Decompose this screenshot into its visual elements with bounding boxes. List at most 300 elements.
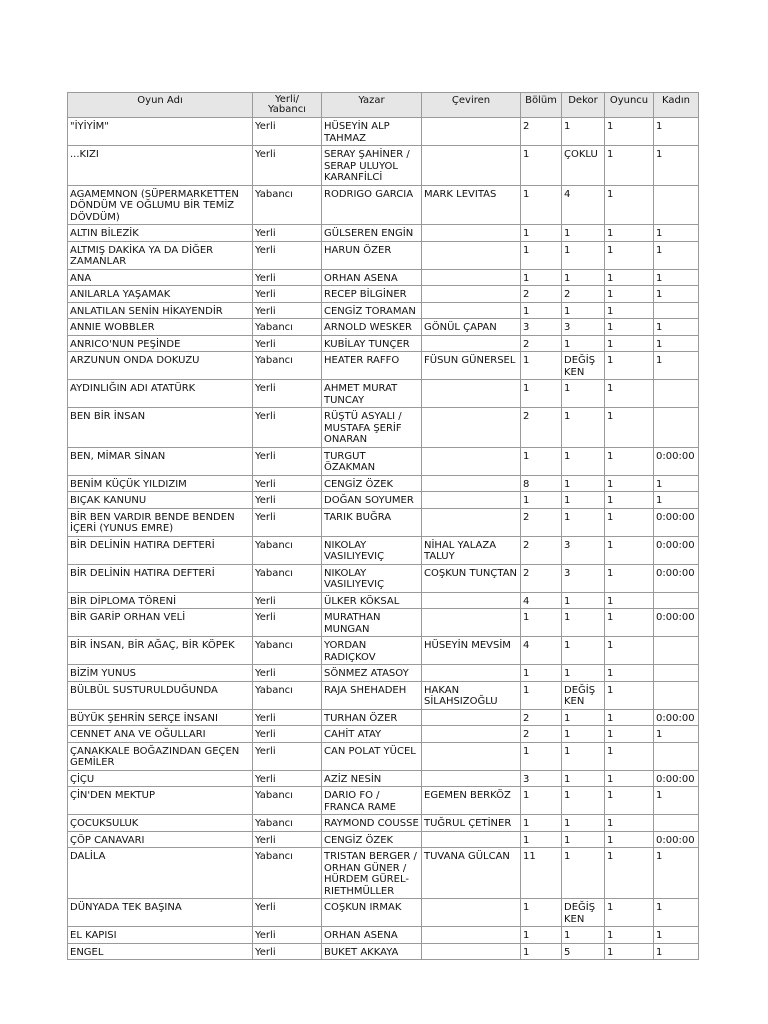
cell-acts: 2 xyxy=(521,118,562,146)
cell-origin: Yabancı xyxy=(253,848,322,899)
cell-decor: 1 xyxy=(562,302,605,319)
cell-women: 1 xyxy=(654,787,699,815)
plays-table xyxy=(67,92,699,960)
table-row xyxy=(68,508,699,536)
table-row xyxy=(68,564,699,592)
cell-acts: 2 xyxy=(521,564,562,592)
cell-translator: TUĞRUL ÇETİNER xyxy=(422,815,521,832)
table-row xyxy=(68,848,699,899)
cell-author: CENGİZ ÖZEK xyxy=(322,831,422,848)
cell-origin: Yerli xyxy=(253,770,322,787)
cell-author: YORDAN RADIÇKOV xyxy=(322,637,422,665)
cell-play-name: ÇÖP CANAVARI xyxy=(68,831,253,848)
cell-play-name: BÜYÜK ŞEHRİN SERÇE İNSANI xyxy=(68,709,253,726)
cell-acts: 1 xyxy=(521,352,562,380)
cell-acts: 1 xyxy=(521,787,562,815)
cell-translator xyxy=(422,118,521,146)
cell-translator: EGEMEN BERKÖZ xyxy=(422,787,521,815)
header-origin xyxy=(253,93,322,118)
cell-origin: Yerli xyxy=(253,742,322,770)
cell-acts: 1 xyxy=(521,185,562,225)
cell-actors: 1 xyxy=(605,286,654,303)
cell-women: 1 xyxy=(654,286,699,303)
cell-decor: ÇOKLU xyxy=(562,146,605,186)
cell-author: RÜŞTÜ ASYALI / MUSTAFA ŞERİF ONARAN xyxy=(322,408,422,448)
cell-acts: 2 xyxy=(521,709,562,726)
table-row xyxy=(68,319,699,336)
cell-actors: 1 xyxy=(605,118,654,146)
cell-women: 1 xyxy=(654,848,699,899)
cell-translator xyxy=(422,726,521,743)
cell-origin: Yabancı xyxy=(253,637,322,665)
cell-women xyxy=(654,185,699,225)
cell-play-name: AGAMEMNON (SÜPERMARKETTEN DÖNDÜM VE OĞLUMU BİR TEMİZ DÖVDÜM) xyxy=(68,185,253,225)
table-row xyxy=(68,380,699,408)
table-row xyxy=(68,146,699,186)
cell-author: NIKOLAY VASILIYEVIÇ xyxy=(322,536,422,564)
cell-author: AZİZ NESİN xyxy=(322,770,422,787)
cell-translator xyxy=(422,927,521,944)
cell-actors: 1 xyxy=(605,380,654,408)
cell-translator xyxy=(422,831,521,848)
cell-acts: 3 xyxy=(521,770,562,787)
cell-decor: DEĞİŞ KEN xyxy=(562,681,605,709)
cell-decor: DEĞİŞ KEN xyxy=(562,899,605,927)
cell-actors: 1 xyxy=(605,831,654,848)
cell-actors: 1 xyxy=(605,665,654,682)
cell-author: TRISTAN BERGER / ORHAN GÜNER / HÜRDEM GÜREL-RIETHMÜLLER xyxy=(322,848,422,899)
cell-acts: 4 xyxy=(521,592,562,609)
cell-women: 1 xyxy=(654,475,699,492)
table-row xyxy=(68,681,699,709)
cell-origin: Yerli xyxy=(253,508,322,536)
cell-origin: Yabancı xyxy=(253,815,322,832)
cell-play-name: BEN, MİMAR SİNAN xyxy=(68,447,253,475)
cell-origin: Yerli xyxy=(253,286,322,303)
cell-women: 1 xyxy=(654,225,699,242)
cell-acts: 3 xyxy=(521,319,562,336)
cell-play-name: BENİM KÜÇÜK YILDIZIM xyxy=(68,475,253,492)
cell-translator xyxy=(422,269,521,286)
cell-author: GÜLSEREN ENGİN xyxy=(322,225,422,242)
cell-women: 1 xyxy=(654,241,699,269)
cell-origin: Yerli xyxy=(253,118,322,146)
cell-decor: 1 xyxy=(562,815,605,832)
cell-women xyxy=(654,665,699,682)
cell-origin: Yerli xyxy=(253,225,322,242)
table-row xyxy=(68,637,699,665)
table-row xyxy=(68,742,699,770)
table-row xyxy=(68,770,699,787)
cell-decor: 1 xyxy=(562,770,605,787)
cell-play-name: BİR İNSAN, BİR AĞAÇ, BİR KÖPEK xyxy=(68,637,253,665)
cell-women: 0:00:00 xyxy=(654,536,699,564)
cell-origin: Yerli xyxy=(253,335,322,352)
cell-decor: 1 xyxy=(562,118,605,146)
cell-acts: 2 xyxy=(521,408,562,448)
cell-author: DARIO FO / FRANCA RAME xyxy=(322,787,422,815)
cell-play-name: ANNIE WOBBLER xyxy=(68,319,253,336)
cell-origin: Yerli xyxy=(253,927,322,944)
table-row xyxy=(68,831,699,848)
table-row xyxy=(68,726,699,743)
cell-author: CAN POLAT YÜCEL xyxy=(322,742,422,770)
cell-acts: 11 xyxy=(521,848,562,899)
cell-play-name: BİR DELİNİN HATIRA DEFTERİ xyxy=(68,564,253,592)
cell-women xyxy=(654,742,699,770)
cell-actors: 1 xyxy=(605,787,654,815)
cell-translator xyxy=(422,508,521,536)
cell-translator xyxy=(422,302,521,319)
cell-acts: 1 xyxy=(521,742,562,770)
cell-women: 0:00:00 xyxy=(654,609,699,637)
cell-play-name: ÇİN'DEN MEKTUP xyxy=(68,787,253,815)
cell-translator xyxy=(422,408,521,448)
cell-translator: NİHAL YALAZA TALUY xyxy=(422,536,521,564)
table-row xyxy=(68,787,699,815)
cell-origin: Yerli xyxy=(253,492,322,509)
cell-author: HÜSEYİN ALP TAHMAZ xyxy=(322,118,422,146)
cell-decor: 1 xyxy=(562,927,605,944)
cell-play-name: DALİLA xyxy=(68,848,253,899)
cell-translator: COŞKUN TUNÇTAN xyxy=(422,564,521,592)
cell-women: 1 xyxy=(654,352,699,380)
table-row xyxy=(68,269,699,286)
cell-origin: Yerli xyxy=(253,447,322,475)
cell-acts: 1 xyxy=(521,380,562,408)
table-row xyxy=(68,185,699,225)
cell-play-name: BİR DİPLOMA TÖRENİ xyxy=(68,592,253,609)
cell-translator: MARK LEVITAS xyxy=(422,185,521,225)
cell-translator xyxy=(422,770,521,787)
header-origin-label: Yerli/ Yabancı xyxy=(268,94,306,115)
cell-play-name: AYDINLIĞIN ADI ATATÜRK xyxy=(68,380,253,408)
cell-author: ÜLKER KÖKSAL xyxy=(322,592,422,609)
cell-acts: 1 xyxy=(521,665,562,682)
cell-play-name: ...KIZI xyxy=(68,146,253,186)
cell-author: ARNOLD WESKER xyxy=(322,319,422,336)
cell-author: ORHAN ASENA xyxy=(322,269,422,286)
cell-actors: 1 xyxy=(605,815,654,832)
header-play-name: Oyun Adı xyxy=(68,93,253,118)
cell-acts: 1 xyxy=(521,899,562,927)
cell-translator xyxy=(422,742,521,770)
cell-women: 0:00:00 xyxy=(654,508,699,536)
cell-translator: TUVANA GÜLCAN xyxy=(422,848,521,899)
cell-translator xyxy=(422,146,521,186)
cell-actors: 1 xyxy=(605,269,654,286)
cell-origin: Yabancı xyxy=(253,536,322,564)
cell-women: 1 xyxy=(654,146,699,186)
cell-origin: Yabancı xyxy=(253,352,322,380)
cell-decor: 1 xyxy=(562,508,605,536)
cell-women: 1 xyxy=(654,943,699,960)
cell-origin: Yerli xyxy=(253,726,322,743)
header-women: Kadın xyxy=(654,93,699,118)
cell-decor: 1 xyxy=(562,225,605,242)
cell-play-name: BİR GARİP ORHAN VELİ xyxy=(68,609,253,637)
cell-actors: 1 xyxy=(605,225,654,242)
cell-origin: Yerli xyxy=(253,146,322,186)
cell-translator xyxy=(422,380,521,408)
cell-women xyxy=(654,408,699,448)
cell-origin: Yerli xyxy=(253,592,322,609)
cell-origin: Yerli xyxy=(253,831,322,848)
table-row xyxy=(68,118,699,146)
cell-author: CENGİZ ÖZEK xyxy=(322,475,422,492)
cell-women: 1 xyxy=(654,492,699,509)
table-row xyxy=(68,241,699,269)
cell-translator: HAKAN SİLAHSIZOĞLU xyxy=(422,681,521,709)
cell-acts: 1 xyxy=(521,609,562,637)
cell-actors: 1 xyxy=(605,592,654,609)
cell-actors: 1 xyxy=(605,742,654,770)
cell-play-name: ANA xyxy=(68,269,253,286)
cell-author: SÖNMEZ ATASOY xyxy=(322,665,422,682)
cell-acts: 2 xyxy=(521,726,562,743)
cell-origin: Yerli xyxy=(253,302,322,319)
cell-author: RECEP BİLGİNER xyxy=(322,286,422,303)
cell-author: DOĞAN SOYUMER xyxy=(322,492,422,509)
cell-women: 0:00:00 xyxy=(654,770,699,787)
cell-decor: 1 xyxy=(562,269,605,286)
cell-author: RAYMOND COUSSE xyxy=(322,815,422,832)
cell-decor: 1 xyxy=(562,447,605,475)
table-row xyxy=(68,592,699,609)
cell-origin: Yerli xyxy=(253,475,322,492)
cell-decor: 1 xyxy=(562,637,605,665)
cell-actors: 1 xyxy=(605,408,654,448)
table-row xyxy=(68,475,699,492)
cell-play-name: EL KAPISI xyxy=(68,927,253,944)
table-row xyxy=(68,815,699,832)
cell-play-name: BEN BİR İNSAN xyxy=(68,408,253,448)
cell-acts: 2 xyxy=(521,335,562,352)
cell-acts: 1 xyxy=(521,146,562,186)
cell-actors: 1 xyxy=(605,508,654,536)
cell-actors: 1 xyxy=(605,302,654,319)
cell-play-name: BİZİM YUNUS xyxy=(68,665,253,682)
cell-translator xyxy=(422,592,521,609)
cell-actors: 1 xyxy=(605,146,654,186)
cell-play-name: ANILARLA YAŞAMAK xyxy=(68,286,253,303)
cell-acts: 1 xyxy=(521,302,562,319)
cell-acts: 1 xyxy=(521,815,562,832)
cell-decor: 1 xyxy=(562,492,605,509)
cell-author: AHMET MURAT TUNCAY xyxy=(322,380,422,408)
cell-women: 1 xyxy=(654,726,699,743)
cell-play-name: ARZUNUN ONDA DOKUZU xyxy=(68,352,253,380)
table-row xyxy=(68,943,699,960)
cell-actors: 1 xyxy=(605,447,654,475)
cell-actors: 1 xyxy=(605,492,654,509)
cell-decor: 1 xyxy=(562,380,605,408)
table-row xyxy=(68,302,699,319)
table-row xyxy=(68,927,699,944)
table-row xyxy=(68,536,699,564)
cell-decor: 1 xyxy=(562,787,605,815)
cell-women xyxy=(654,302,699,319)
cell-play-name: BİR BEN VARDIR BENDE BENDEN İÇERİ (YUNUS EMRE) xyxy=(68,508,253,536)
cell-author: TURGUT ÖZAKMAN xyxy=(322,447,422,475)
cell-women: 0:00:00 xyxy=(654,709,699,726)
cell-decor: 1 xyxy=(562,241,605,269)
cell-origin: Yerli xyxy=(253,380,322,408)
cell-women xyxy=(654,681,699,709)
cell-acts: 1 xyxy=(521,681,562,709)
cell-translator xyxy=(422,225,521,242)
cell-play-name: ANRICO'NUN PEŞİNDE xyxy=(68,335,253,352)
cell-women: 0:00:00 xyxy=(654,564,699,592)
cell-play-name: ÇİÇU xyxy=(68,770,253,787)
cell-origin: Yabancı xyxy=(253,787,322,815)
cell-decor: 3 xyxy=(562,564,605,592)
cell-translator xyxy=(422,609,521,637)
table-row xyxy=(68,335,699,352)
cell-translator: FÜSUN GÜNERSEL xyxy=(422,352,521,380)
cell-decor: 1 xyxy=(562,609,605,637)
table-row xyxy=(68,447,699,475)
table-body xyxy=(68,118,699,960)
cell-translator xyxy=(422,335,521,352)
cell-acts: 1 xyxy=(521,269,562,286)
cell-decor: DEĞİŞ KEN xyxy=(562,352,605,380)
cell-translator xyxy=(422,241,521,269)
header-translator: Çeviren xyxy=(422,93,521,118)
cell-actors: 1 xyxy=(605,709,654,726)
cell-translator: HÜSEYİN MEVSİM xyxy=(422,637,521,665)
cell-acts: 2 xyxy=(521,536,562,564)
cell-decor: 1 xyxy=(562,848,605,899)
cell-acts: 1 xyxy=(521,927,562,944)
cell-translator xyxy=(422,286,521,303)
cell-women xyxy=(654,592,699,609)
cell-decor: 1 xyxy=(562,592,605,609)
cell-decor: 1 xyxy=(562,709,605,726)
cell-author: TURHAN ÖZER xyxy=(322,709,422,726)
cell-play-name: ÇANAKKALE BOĞAZINDAN GEÇEN GEMİLER xyxy=(68,742,253,770)
cell-women: 0:00:00 xyxy=(654,447,699,475)
cell-actors: 1 xyxy=(605,899,654,927)
cell-origin: Yabancı xyxy=(253,564,322,592)
cell-origin: Yerli xyxy=(253,709,322,726)
cell-actors: 1 xyxy=(605,848,654,899)
cell-actors: 1 xyxy=(605,770,654,787)
cell-play-name: ALTMIŞ DAKİKA YA DA DİĞER ZAMANLAR xyxy=(68,241,253,269)
cell-actors: 1 xyxy=(605,726,654,743)
cell-translator xyxy=(422,709,521,726)
cell-actors: 1 xyxy=(605,943,654,960)
cell-decor: 1 xyxy=(562,726,605,743)
cell-women: 1 xyxy=(654,319,699,336)
table-row xyxy=(68,286,699,303)
cell-translator xyxy=(422,665,521,682)
cell-origin: Yerli xyxy=(253,665,322,682)
cell-author: NIKOLAY VASILIYEVIÇ xyxy=(322,564,422,592)
cell-decor: 3 xyxy=(562,536,605,564)
cell-acts: 1 xyxy=(521,492,562,509)
cell-play-name: ENGEL xyxy=(68,943,253,960)
cell-women: 1 xyxy=(654,899,699,927)
cell-author: ORHAN ASENA xyxy=(322,927,422,944)
cell-actors: 1 xyxy=(605,609,654,637)
cell-translator xyxy=(422,899,521,927)
cell-author: HEATER RAFFO xyxy=(322,352,422,380)
cell-play-name: ÇOCUKSULUK xyxy=(68,815,253,832)
table-header-row xyxy=(68,93,699,118)
table-row xyxy=(68,609,699,637)
cell-acts: 2 xyxy=(521,508,562,536)
cell-translator xyxy=(422,447,521,475)
cell-author: TARIK BUĞRA xyxy=(322,508,422,536)
cell-acts: 1 xyxy=(521,241,562,269)
cell-decor: 4 xyxy=(562,185,605,225)
cell-origin: Yabancı xyxy=(253,681,322,709)
cell-origin: Yabancı xyxy=(253,185,322,225)
cell-author: KUBİLAY TUNÇER xyxy=(322,335,422,352)
cell-decor: 1 xyxy=(562,408,605,448)
cell-translator: GÖNÜL ÇAPAN xyxy=(422,319,521,336)
cell-decor: 1 xyxy=(562,475,605,492)
cell-actors: 1 xyxy=(605,352,654,380)
cell-play-name: ALTIN BİLEZİK xyxy=(68,225,253,242)
table-row xyxy=(68,665,699,682)
cell-play-name: ANLATILAN SENİN HİKAYENDİR xyxy=(68,302,253,319)
cell-decor: 1 xyxy=(562,831,605,848)
cell-acts: 1 xyxy=(521,831,562,848)
table-row xyxy=(68,225,699,242)
cell-decor: 1 xyxy=(562,665,605,682)
cell-acts: 1 xyxy=(521,225,562,242)
cell-author: BUKET AKKAYA xyxy=(322,943,422,960)
table-row xyxy=(68,492,699,509)
cell-women: 1 xyxy=(654,269,699,286)
cell-play-name: DÜNYADA TEK BAŞINA xyxy=(68,899,253,927)
cell-author: HARUN ÖZER xyxy=(322,241,422,269)
cell-origin: Yerli xyxy=(253,408,322,448)
cell-actors: 1 xyxy=(605,637,654,665)
cell-decor: 5 xyxy=(562,943,605,960)
cell-women xyxy=(654,637,699,665)
cell-acts: 8 xyxy=(521,475,562,492)
table-row xyxy=(68,709,699,726)
cell-play-name: BİR DELİNİN HATIRA DEFTERİ xyxy=(68,536,253,564)
cell-women: 1 xyxy=(654,927,699,944)
cell-actors: 1 xyxy=(605,681,654,709)
cell-women: 0:00:00 xyxy=(654,831,699,848)
cell-decor: 2 xyxy=(562,286,605,303)
cell-actors: 1 xyxy=(605,475,654,492)
cell-actors: 1 xyxy=(605,241,654,269)
table-row xyxy=(68,408,699,448)
cell-translator xyxy=(422,492,521,509)
cell-play-name: "İYİYİM" xyxy=(68,118,253,146)
cell-actors: 1 xyxy=(605,319,654,336)
cell-translator xyxy=(422,475,521,492)
cell-play-name: BIÇAK KANUNU xyxy=(68,492,253,509)
cell-actors: 1 xyxy=(605,536,654,564)
table-row xyxy=(68,899,699,927)
cell-acts: 1 xyxy=(521,447,562,475)
cell-author: COŞKUN IRMAK xyxy=(322,899,422,927)
cell-actors: 1 xyxy=(605,564,654,592)
cell-women: 1 xyxy=(654,118,699,146)
cell-author: SERAY ŞAHİNER / SERAP ULUYOL KARANFİLCİ xyxy=(322,146,422,186)
cell-actors: 1 xyxy=(605,185,654,225)
cell-decor: 3 xyxy=(562,319,605,336)
header-decor: Dekor xyxy=(562,93,605,118)
header-acts: Bölüm xyxy=(521,93,562,118)
